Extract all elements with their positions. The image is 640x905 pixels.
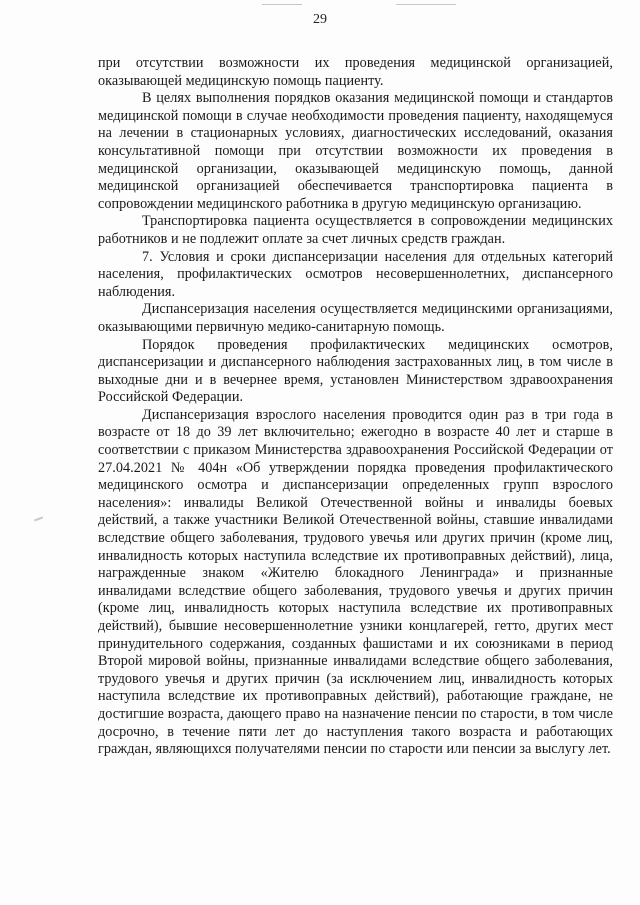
scan-mark-top-left	[262, 4, 302, 5]
section-heading-7: 7. Условия и сроки диспансеризации населения для отдельных категорий населения, профилактических осмотров несовершеннолетних, диспансерного наблюдения.	[98, 248, 613, 300]
paragraph-3: Транспортировка пациента осуществляется в сопровождении медицинских работников и не подлежит оплате за счет личных средств граждан.	[98, 213, 613, 247]
paragraph-1: при отсутствии возможности их проведения медицинской организацией, оказывающей медицинскую помощь пациенту.	[98, 55, 613, 89]
paragraph-5: Диспансеризация населения осуществляется медицинскими организациями, оказывающими первичную медико-санитарную помощь.	[98, 301, 613, 335]
scan-mark-top-right	[396, 4, 456, 5]
paragraph-7: Диспансеризация взрослого населения проводится один раз в три года в возрасте от 18 до 39 лет включительно; ежегодно в возрасте 40 лет и старше в соответствии с приказом Министерства здравоохранения Российской Федерации от 27.04.2021 № 404н «Об утверждении порядка проведения профилактического медицинского осмотра и диспансеризации определенных групп взрослого населения»: инвалиды Великой Отечественной войны и инвалиды боевых действий, а также участники Великой Отечественной войны, ставшие инвалидами вследствие общего заболевания, трудового увечья или других причин (кроме лиц, инвалидность которых наступила вследствие их противоправных действий), лица, награжденные знаком «Жителю блокадного Ленинграда» и признанные инвалидами вследствие общего заболевания, трудового увечья и других причин (кроме лиц, инвалидность которых наступила вследствие их противоправных действий), бывшие несовершеннолетние узники концлагерей, гетто, других мест принудительного содержания, созданных фашистами и их союзниками в период Второй мировой войны, признанные инвалидами вследствие общего заболевания, трудового увечья и других причин (за исключением лиц, инвалидность которых наступила вследствие их противоправных действий), работающие граждане, не достигшие возраста, дающего право на назначение пенсии по старости, в том числе досрочно, в течение пяти лет до наступления такого возраста и работающих граждан, являющихся получателями пенсии по старости или пенсии за выслугу лет.	[98, 406, 613, 758]
document-body	[98, 55, 613, 759]
scan-mark-left	[34, 517, 43, 521]
paragraph-2: В целях выполнения порядков оказания медицинской помощи и стандартов медицинской помощи в случае необходимости проведения пациенту, находящемуся на лечении в стационарных условиях, диагностических исследований, оказания консультативной помощи при отсутствии возможности их проведения в медицинской организации, оказывающей медицинскую помощь, данной медицинской организацией обеспечивается транспортировка пациента в сопровождении медицинского работника в другую медицинскую организацию.	[98, 90, 613, 212]
page-number: 29	[313, 12, 327, 27]
paragraph-6: Порядок проведения профилактических медицинских осмотров, диспансеризации и диспансерного наблюдения застрахованных лиц, в том числе в выходные дни и в вечернее время, установлен Министерством здравоохранения Российской Федерации.	[98, 336, 613, 406]
